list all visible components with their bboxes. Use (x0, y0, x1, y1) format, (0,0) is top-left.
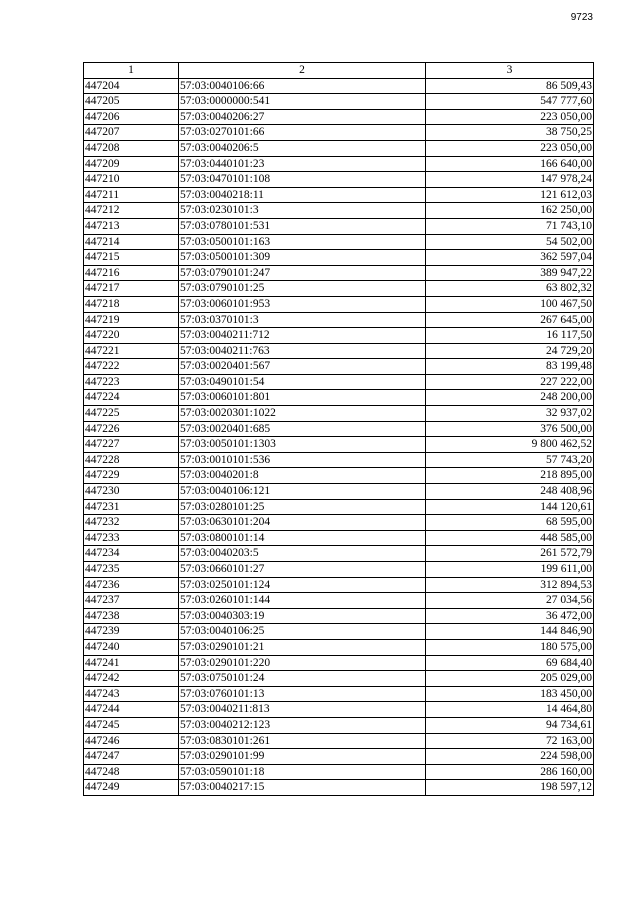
table-row (84, 764, 594, 780)
table-row (84, 577, 594, 593)
table-row (84, 359, 594, 375)
table-row (84, 499, 594, 515)
cadastral-number-cell: 57:03:0660101:27 (179, 562, 426, 578)
value-cell: 199 611,00 (426, 562, 594, 578)
cadastral-number-cell: 57:03:0290101:21 (179, 639, 426, 655)
cadastral-number-cell: 57:03:0060101:953 (179, 296, 426, 312)
row-number-cell: 447248 (84, 764, 179, 780)
row-number-cell: 447222 (84, 359, 179, 375)
cadastral-number-cell: 57:03:0040218:11 (179, 187, 426, 203)
cadastral-number-cell: 57:03:0010101:536 (179, 452, 426, 468)
value-cell: 68 595,00 (426, 515, 594, 531)
value-cell: 286 160,00 (426, 764, 594, 780)
table-row (84, 109, 594, 125)
cadastral-number-cell: 57:03:0270101:66 (179, 125, 426, 141)
cadastral-number-cell: 57:03:0750101:24 (179, 671, 426, 687)
cadastral-number-cell: 57:03:0040106:121 (179, 484, 426, 500)
table-row (84, 593, 594, 609)
cadastral-number-cell: 57:03:0440101:23 (179, 156, 426, 172)
row-number-cell: 447249 (84, 780, 179, 796)
value-cell: 166 640,00 (426, 156, 594, 172)
cadastral-number-cell: 57:03:0020401:567 (179, 359, 426, 375)
row-number-cell: 447221 (84, 343, 179, 359)
value-cell: 223 050,00 (426, 109, 594, 125)
table-row (84, 343, 594, 359)
cadastral-number-cell: 57:03:0000000:541 (179, 94, 426, 110)
value-cell: 72 163,00 (426, 733, 594, 749)
value-cell: 248 408,96 (426, 484, 594, 500)
row-number-cell: 447205 (84, 94, 179, 110)
value-cell: 63 802,32 (426, 281, 594, 297)
table-row (84, 608, 594, 624)
cadastral-number-cell: 57:03:0370101:3 (179, 312, 426, 328)
table-row (84, 172, 594, 188)
row-number-cell: 447245 (84, 717, 179, 733)
table-row (84, 468, 594, 484)
cadastral-number-cell: 57:03:0630101:204 (179, 515, 426, 531)
table-row (84, 296, 594, 312)
row-number-cell: 447230 (84, 484, 179, 500)
cadastral-number-cell: 57:03:0290101:99 (179, 749, 426, 765)
row-number-cell: 447227 (84, 437, 179, 453)
page-number: 9723 (570, 12, 593, 23)
value-cell: 54 502,00 (426, 234, 594, 250)
value-cell: 86 509,43 (426, 78, 594, 94)
table-row (84, 281, 594, 297)
table-row (84, 421, 594, 437)
value-cell: 147 978,24 (426, 172, 594, 188)
value-cell: 71 743,10 (426, 218, 594, 234)
cadastral-number-cell: 57:03:0250101:124 (179, 577, 426, 593)
value-cell: 227 222,00 (426, 374, 594, 390)
table-row (84, 437, 594, 453)
table-row (84, 655, 594, 671)
cadastral-number-cell: 57:03:0790101:25 (179, 281, 426, 297)
cadastral-number-cell: 57:03:0590101:18 (179, 764, 426, 780)
row-number-cell: 447219 (84, 312, 179, 328)
row-number-cell: 447217 (84, 281, 179, 297)
table-row (84, 546, 594, 562)
row-number-cell: 447228 (84, 452, 179, 468)
row-number-cell: 447218 (84, 296, 179, 312)
cadastral-number-cell: 57:03:0060101:801 (179, 390, 426, 406)
cadastral-number-cell: 57:03:0230101:3 (179, 203, 426, 219)
cadastral-number-cell: 57:03:0040203:5 (179, 546, 426, 562)
table-row (84, 390, 594, 406)
cadastral-number-cell: 57:03:0790101:247 (179, 265, 426, 281)
value-cell: 261 572,79 (426, 546, 594, 562)
row-number-cell: 447242 (84, 671, 179, 687)
table-row (84, 94, 594, 110)
row-number-cell: 447239 (84, 624, 179, 640)
value-cell: 32 937,02 (426, 406, 594, 422)
value-cell: 83 199,48 (426, 359, 594, 375)
row-number-cell: 447234 (84, 546, 179, 562)
table-row (84, 406, 594, 422)
table-row (84, 624, 594, 640)
row-number-cell: 447233 (84, 530, 179, 546)
row-number-cell: 447220 (84, 328, 179, 344)
cadastral-number-cell: 57:03:0780101:531 (179, 218, 426, 234)
table-row (84, 125, 594, 141)
table-row (84, 671, 594, 687)
table-row (84, 187, 594, 203)
cadastral-number-cell: 57:03:0500101:163 (179, 234, 426, 250)
table-row (84, 156, 594, 172)
row-number-cell: 447215 (84, 250, 179, 266)
cadastral-number-cell: 57:03:0760101:13 (179, 686, 426, 702)
value-cell: 36 472,00 (426, 608, 594, 624)
cadastral-number-cell: 57:03:0490101:54 (179, 374, 426, 390)
cadastral-number-cell: 57:03:0020401:685 (179, 421, 426, 437)
value-cell: 69 684,40 (426, 655, 594, 671)
table-row (84, 686, 594, 702)
value-cell: 100 467,50 (426, 296, 594, 312)
row-number-cell: 447206 (84, 109, 179, 125)
table-row (84, 639, 594, 655)
value-cell: 312 894,53 (426, 577, 594, 593)
cadastral-number-cell: 57:03:0040106:66 (179, 78, 426, 94)
cadastral-number-cell: 57:03:0040201:8 (179, 468, 426, 484)
table-row (84, 452, 594, 468)
row-number-cell: 447246 (84, 733, 179, 749)
table-row (84, 515, 594, 531)
header-row (84, 63, 594, 79)
column-header-1: 1 (84, 63, 179, 79)
row-number-cell: 447214 (84, 234, 179, 250)
value-cell: 223 050,00 (426, 140, 594, 156)
value-cell: 362 597,04 (426, 250, 594, 266)
value-cell: 94 734,61 (426, 717, 594, 733)
value-cell: 27 034,56 (426, 593, 594, 609)
table-row (84, 562, 594, 578)
value-cell: 205 029,00 (426, 671, 594, 687)
row-number-cell: 447212 (84, 203, 179, 219)
row-number-cell: 447213 (84, 218, 179, 234)
row-number-cell: 447224 (84, 390, 179, 406)
value-cell: 547 777,60 (426, 94, 594, 110)
cadastral-number-cell: 57:03:0040206:5 (179, 140, 426, 156)
row-number-cell: 447231 (84, 499, 179, 515)
cadastral-number-cell: 57:03:0830101:261 (179, 733, 426, 749)
row-number-cell: 447241 (84, 655, 179, 671)
row-number-cell: 447208 (84, 140, 179, 156)
column-header-3: 3 (426, 63, 594, 79)
cadastral-number-cell: 57:03:0020301:1022 (179, 406, 426, 422)
row-number-cell: 447209 (84, 156, 179, 172)
table-row (84, 140, 594, 156)
value-cell: 183 450,00 (426, 686, 594, 702)
row-number-cell: 447211 (84, 187, 179, 203)
row-number-cell: 447238 (84, 608, 179, 624)
row-number-cell: 447244 (84, 702, 179, 718)
value-cell: 224 598,00 (426, 749, 594, 765)
cadastral-number-cell: 57:03:0290101:220 (179, 655, 426, 671)
cadastral-number-cell: 57:03:0040212:123 (179, 717, 426, 733)
table-row (84, 265, 594, 281)
cadastral-number-cell: 57:03:0040211:813 (179, 702, 426, 718)
value-cell: 376 500,00 (426, 421, 594, 437)
row-number-cell: 447226 (84, 421, 179, 437)
registry-table (83, 62, 594, 796)
value-cell: 248 200,00 (426, 390, 594, 406)
row-number-cell: 447243 (84, 686, 179, 702)
cadastral-number-cell: 57:03:0500101:309 (179, 250, 426, 266)
value-cell: 16 117,50 (426, 328, 594, 344)
value-cell: 267 645,00 (426, 312, 594, 328)
value-cell: 389 947,22 (426, 265, 594, 281)
value-cell: 57 743,20 (426, 452, 594, 468)
cadastral-number-cell: 57:03:0040211:712 (179, 328, 426, 344)
row-number-cell: 447216 (84, 265, 179, 281)
cadastral-number-cell: 57:03:0260101:144 (179, 593, 426, 609)
value-cell: 180 575,00 (426, 639, 594, 655)
value-cell: 448 585,00 (426, 530, 594, 546)
row-number-cell: 447232 (84, 515, 179, 531)
table-row (84, 250, 594, 266)
table-row (84, 702, 594, 718)
row-number-cell: 447223 (84, 374, 179, 390)
value-cell: 162 250,00 (426, 203, 594, 219)
value-cell: 38 750,25 (426, 125, 594, 141)
table-row (84, 484, 594, 500)
cadastral-number-cell: 57:03:0040211:763 (179, 343, 426, 359)
value-cell: 9 800 462,52 (426, 437, 594, 453)
table-header (84, 63, 594, 79)
value-cell: 218 895,00 (426, 468, 594, 484)
table-row (84, 780, 594, 796)
column-header-2: 2 (179, 63, 426, 79)
cadastral-number-cell: 57:03:0800101:14 (179, 530, 426, 546)
cadastral-number-cell: 57:03:0040217:15 (179, 780, 426, 796)
table-row (84, 530, 594, 546)
row-number-cell: 447207 (84, 125, 179, 141)
row-number-cell: 447237 (84, 593, 179, 609)
value-cell: 121 612,03 (426, 187, 594, 203)
table-row (84, 717, 594, 733)
table-row (84, 312, 594, 328)
cadastral-number-cell: 57:03:0050101:1303 (179, 437, 426, 453)
cadastral-number-cell: 57:03:0280101:25 (179, 499, 426, 515)
table-row (84, 328, 594, 344)
table-row (84, 749, 594, 765)
value-cell: 24 729,20 (426, 343, 594, 359)
value-cell: 144 120,61 (426, 499, 594, 515)
value-cell: 198 597,12 (426, 780, 594, 796)
table-row (84, 218, 594, 234)
cadastral-number-cell: 57:03:0470101:108 (179, 172, 426, 188)
table-body (84, 78, 594, 795)
table-row (84, 203, 594, 219)
row-number-cell: 447225 (84, 406, 179, 422)
value-cell: 14 464,80 (426, 702, 594, 718)
row-number-cell: 447204 (84, 78, 179, 94)
table-row (84, 733, 594, 749)
table-row (84, 78, 594, 94)
row-number-cell: 447247 (84, 749, 179, 765)
cadastral-number-cell: 57:03:0040206:27 (179, 109, 426, 125)
cadastral-number-cell: 57:03:0040106:25 (179, 624, 426, 640)
value-cell: 144 846,90 (426, 624, 594, 640)
table-row (84, 374, 594, 390)
row-number-cell: 447229 (84, 468, 179, 484)
cadastral-number-cell: 57:03:0040303:19 (179, 608, 426, 624)
row-number-cell: 447240 (84, 639, 179, 655)
table-row (84, 234, 594, 250)
row-number-cell: 447210 (84, 172, 179, 188)
row-number-cell: 447235 (84, 562, 179, 578)
row-number-cell: 447236 (84, 577, 179, 593)
